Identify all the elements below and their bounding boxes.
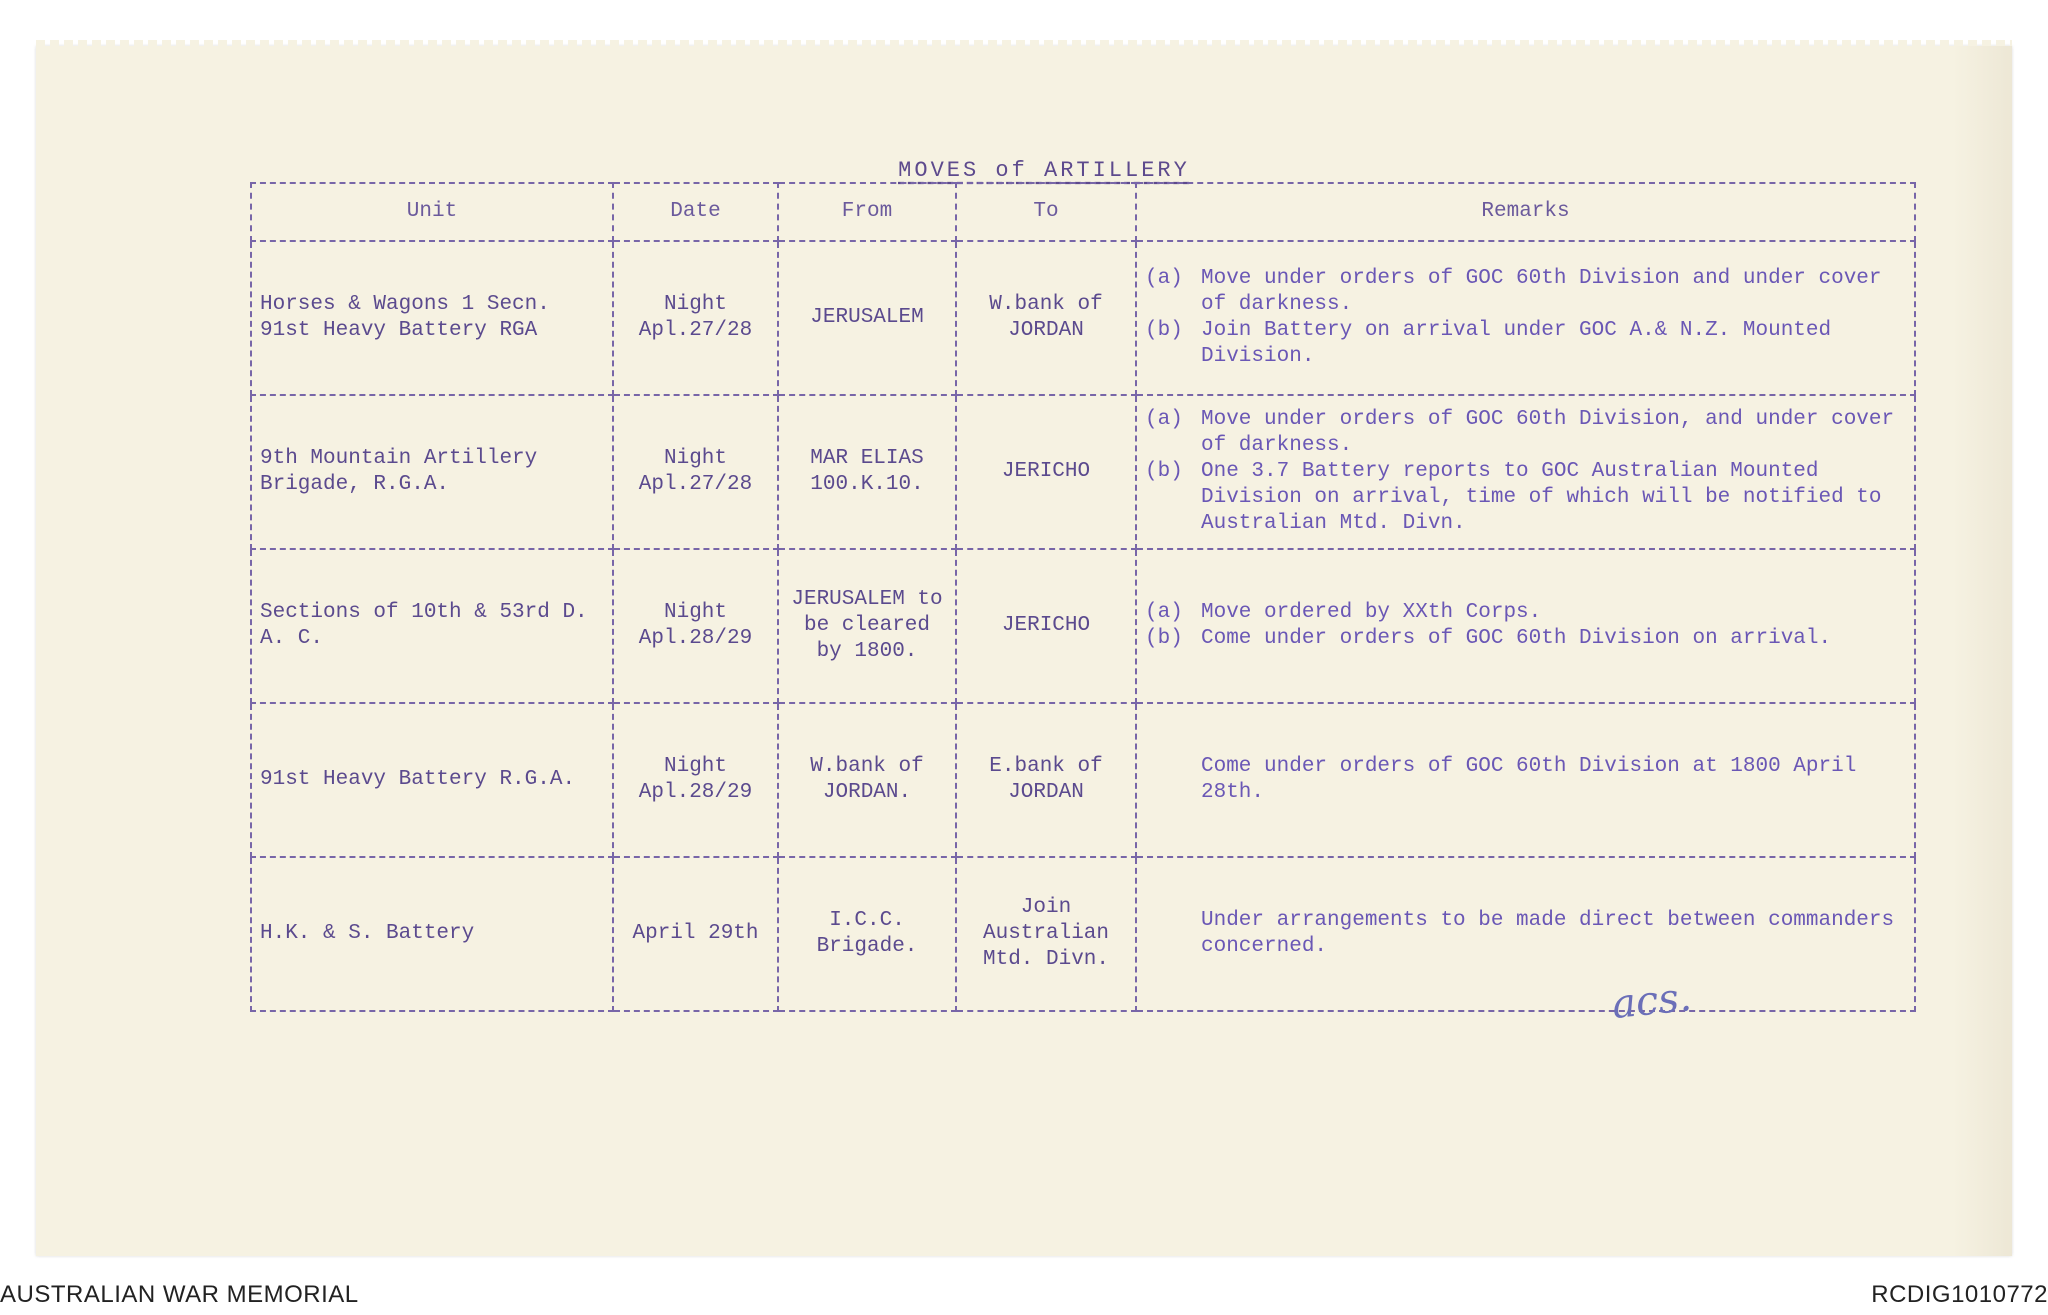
remark-text: One 3.7 Battery reports to GOC Australian Mounted Division on arrival, time of which will be notified to Australian Mtd. Divn. [1201, 460, 1882, 535]
remark-label: (a) [1145, 408, 1183, 431]
handwritten-initials: acs. [1609, 973, 1694, 1029]
date-cell: Night Apl.28/29 [613, 703, 778, 857]
column-header-from: From [778, 183, 956, 241]
column-header-to: To [956, 183, 1136, 241]
remark-text: Move ordered by XXth Corps. [1201, 601, 1542, 624]
from-cell: MAR ELIAS 100.K.10. [778, 395, 956, 549]
date-cell: Night Apl.28/29 [613, 549, 778, 703]
table-row [251, 703, 1915, 857]
remark-label: (a) [1145, 601, 1183, 624]
column-header-remarks: Remarks [1136, 183, 1915, 241]
to-cell: JERICHO [956, 549, 1136, 703]
remark-text: Move under orders of GOC 60th Division and under cover of darkness. [1201, 267, 1882, 316]
remark-text: Join Battery on arrival under GOC A.& N.Z. Mounted Division. [1201, 319, 1832, 368]
from-cell: JERUSALEM [778, 241, 956, 395]
unit-cell: 91st Heavy Battery R.G.A. [251, 703, 613, 857]
unit-cell: Horses & Wagons 1 Secn. 91st Heavy Battery RGA [251, 241, 613, 395]
column-header-unit: Unit [251, 183, 613, 241]
remark-label [1145, 754, 1201, 806]
column-header-date: Date [613, 183, 778, 241]
table-row [251, 241, 1915, 395]
to-cell: Join Australian Mtd. Divn. [956, 857, 1136, 1011]
document-title: MOVES of ARTILLERY [898, 158, 1190, 183]
remark-label: (b) [1145, 319, 1183, 342]
remark-label: (a) [1145, 267, 1183, 290]
footer-source: AUSTRALIAN WAR MEMORIAL [0, 1281, 359, 1308]
remarks-cell [1136, 395, 1915, 549]
from-cell: I.C.C. Brigade. [778, 857, 956, 1011]
to-cell: JERICHO [956, 395, 1136, 549]
from-cell: JERUSALEM to be cleared by 1800. [778, 549, 956, 703]
date-cell: Night Apl.27/28 [613, 241, 778, 395]
unit-cell: Sections of 10th & 53rd D. A. C. [251, 549, 613, 703]
remark-text: Come under orders of GOC 60th Division at 1800 April 28th. [1201, 755, 1857, 804]
remark-label: (b) [1145, 627, 1183, 650]
unit-cell: H.K. & S. Battery [251, 857, 613, 1011]
remarks-cell [1136, 703, 1915, 857]
date-cell: April 29th [613, 857, 778, 1011]
to-cell: W.bank of JORDAN [956, 241, 1136, 395]
remark-text: Under arrangements to be made direct between commanders concerned. [1201, 909, 1895, 958]
moves-table [250, 182, 1916, 1012]
table-header-row [251, 183, 1915, 241]
table-row [251, 395, 1915, 549]
remarks-cell [1136, 549, 1915, 703]
from-cell: W.bank of JORDAN. [778, 703, 956, 857]
unit-cell: 9th Mountain Artillery Brigade, R.G.A. [251, 395, 613, 549]
remark-label [1145, 908, 1201, 960]
to-cell: E.bank of JORDAN [956, 703, 1136, 857]
remarks-cell [1136, 857, 1915, 1011]
remark-text: Come under orders of GOC 60th Division on arrival. [1201, 627, 1832, 650]
remarks-cell [1136, 241, 1915, 395]
footer-id: RCDIG1010772 [1871, 1281, 2048, 1308]
remark-label: (b) [1145, 460, 1183, 483]
table-row [251, 549, 1915, 703]
remark-text: Move under orders of GOC 60th Division, and under cover of darkness. [1201, 408, 1895, 457]
date-cell: Night Apl.27/28 [613, 395, 778, 549]
